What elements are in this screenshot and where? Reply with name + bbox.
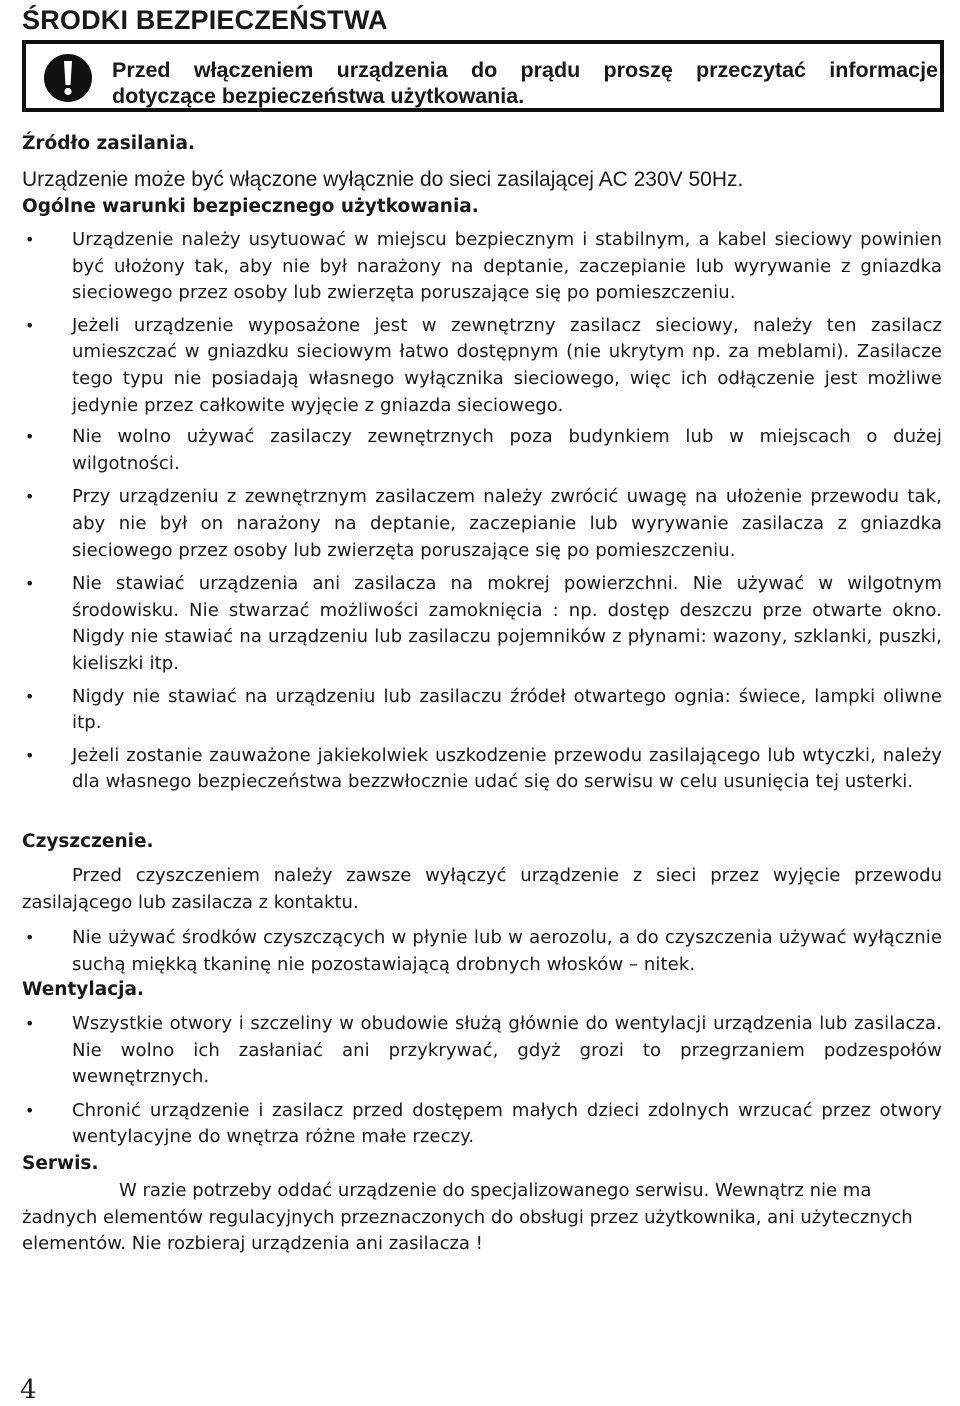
bullet-icon: • [25,427,35,447]
bullet-icon: • [25,230,35,249]
ventilation-list [22,1011,942,1151]
page-number: 4 [20,1375,37,1405]
list-item: • Wszystkie otwory i szczeliny w obudowie służą głównie do wentylacji urządzenia lub zasilacza. Nie wolno ich zasłaniać ani przykrywać, gdyż grozi to przegrzaniem podzespołów wewnętrznych. [25,1013,942,1088]
list-item: • Nie używać środków czyszczących w płynie lub w aerozolu, a do czyszczenia używać wyłącznie suchą miękką tkaninę nie pozostawiającą drobnych włosków – nitek. [25,927,942,975]
power-text: Urządzenie może być włączone wyłącznie do sieci zasilającej AC 230V 50Hz. [22,168,744,191]
bullet-icon: • [25,315,35,335]
general-list [22,227,942,796]
bullet-icon: • [25,928,35,947]
bullet-icon: • [25,574,35,594]
section-heading-power: Źródło zasilania. [22,133,195,154]
exclamation-warning-icon [43,53,93,103]
warning-text [112,57,938,109]
list-item: • Chronić urządzenie i zasilacz przed dostępem małych dzieci zdolnych wrzucać przez otwory wentylacyjne do wnętrza różne małe rzeczy. [25,1099,942,1148]
list-item: • Nie wolno używać zasilaczy zewnętrznych poza budynkiem lub w miejscach o dużej wilgotności. [25,426,942,474]
list-item: • Jeżeli zostanie zauważone jakiekolwiek uszkodzenie przewodu zasilającego lub wtyczki, należy dla własnego bezpieczeństwa bezzwłocznie udać się do serwisu w celu usunięcia tej usterki. [25,744,942,793]
bullet-icon: • [25,745,35,765]
list-item: • Jeżeli urządzenie wyposażone jest w zewnętrzny zasilacz sieciowy, należy ten zasilacz umieszczać w gniazdku sieciowym łatwo dostępnym (nie ukrytym np. za meblami). Zasilacze tego typu nie posiadają własnego wyłącznika sieciowego, więc ich odłączenie jest możliwe jedynie przez całkowite wyjęcie z gniazda sieciowego. [25,314,942,416]
warning-line-2: dotyczące bezpieczeństwa użytkowania. [112,84,525,108]
cleaning-intro: Przed czyszczeniem należy zawsze wyłączyć urządzenie z sieci przez wyjęcie przewodu zasilającego lub zasilacza z kontaktu. [22,865,942,913]
cleaning-list [22,925,942,978]
bullet-icon: • [25,686,35,706]
list-item: • Urządzenie należy usytuować w miejscu bezpiecznym i stabilnym, a kabel sieciowy powinien być ułożony tak, aby nie był narażony na deptanie, zaczepianie lub wyrywanie z gniazdka sieciowego przez osoby lub zwierzęta poruszające się po pomieszczeniu. [25,229,942,304]
section-heading-general: Ogólne warunki bezpiecznego użytkowania. [22,196,479,217]
service-text: W razie potrzeby oddać urządzenie do specjalizowanego serwisu. Wewnątrz nie ma żadnych elementów regulacyjnych przeznaczonych do obsługi przez użytkownika, ani użytecznych elementów. Nie rozbieraj urządzenia ani zasilacza ! [22,1180,913,1255]
warning-line-1: Przed włączeniem urządzenia do prądu proszę przeczytać informacje [112,58,938,82]
section-heading-ventilation: Wentylacja. [22,979,145,1000]
section-heading-cleaning: Czyszczenie. [22,831,154,852]
warning-box [22,40,944,112]
list-item: • Nie stawiać urządzenia ani zasilacza na mokrej powierzchni. Nie używać w wilgotnym środowisku. Nie stwarzać możliwości zamoknięcia : np. dostęp deszczu prze otwarte okno. Nigdy nie stawiać na urządzeniu lub zasilaczu pojemników z płynami: wazony, szklanki, puszki, kieliszki itp. [25,573,942,674]
list-item: • Nigdy nie stawiać na urządzeniu lub zasilaczu źródeł otwartego ognia: świece, lampki oliwne itp. [25,685,942,734]
page-title: ŚRODKI BEZPIECZEŃSTWA [22,5,388,35]
bullet-icon: • [25,1014,35,1033]
bullet-icon: • [25,1100,35,1120]
list-item: • Przy urządzeniu z zewnętrznym zasilaczem należy zwrócić uwagę na ułożenie przewodu tak, aby nie był on narażony na deptanie, zaczepianie lub wyrywanie zasilacza z gniazdka sieciowego przez osoby lub zwierzęta poruszające się po pomieszczeniu. [25,486,942,561]
section-heading-service: Serwis. [22,1153,99,1174]
bullet-icon: • [25,487,35,507]
